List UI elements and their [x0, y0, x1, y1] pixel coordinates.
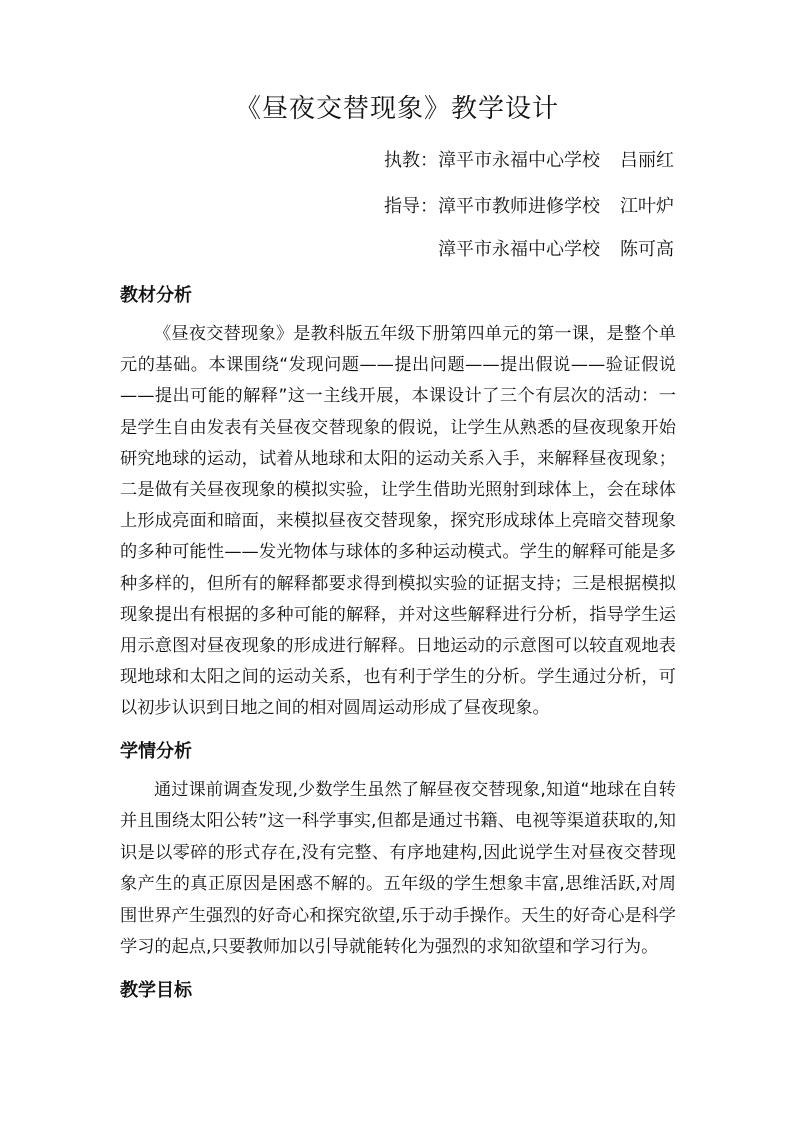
author-line-guide — [384, 192, 674, 218]
author-org: 漳平市教师进修学校 — [438, 196, 600, 217]
author-role: 执教： — [384, 150, 438, 171]
author-name: 吕丽红 — [620, 150, 674, 171]
author-name: 陈可高 — [620, 239, 674, 260]
section-heading-teaching-goals: 教学目标 — [120, 980, 192, 1001]
author-line-guide-2 — [438, 235, 674, 261]
section-heading-student-analysis: 学情分析 — [120, 741, 192, 762]
author-org: 漳平市永福中心学校 — [438, 150, 600, 171]
author-line-teacher — [384, 146, 674, 172]
author-role: 指导： — [384, 196, 438, 217]
section-heading-textbook-analysis: 教材分析 — [120, 285, 192, 306]
author-org: 漳平市永福中心学校 — [438, 239, 600, 260]
author-name: 江叶炉 — [620, 196, 674, 217]
page-title: 《昼夜交替现象》教学设计 — [234, 94, 559, 124]
section-paragraph-textbook-analysis: 《昼夜交替现象》是教科版五年级下册第四单元的第一课，是整个单元的基础。本课围绕“发现问题——提出问题——提出假说——验证假说——提出可能的解释”这一主线开展，本课设计了三个有层次的活动：一是学生自由发表有关昼夜交替现象的假说，让学生从熟悉的昼夜现象开始研究地球的运动，试着从地球和太阳的运动关系入手，来解释昼夜现象；二是做有关昼夜现象的模拟实验，让学生借助光照射到球体上，会在球体上形成亮面和暗面，来模拟昼夜交替现象，探究形成球体上亮暗交替现象的多种可能性——发光物体与球体的多种运动模式。学生的解释可能是多种多样的，但所有的解释都要求得到模拟实验的证据支持；三是根据模拟现象提出有根据的多种可能的解释，并对这些解释进行分析，指导学生运用示意图对昼夜现象的形成进行解释。日地运动的示意图可以较直观地表现地球和太阳之间的运动关系，也有利于学生的分析。学生通过分析，可以初步认识到日地之间的相对圆周运动形成了昼夜现象。 — [120, 324, 676, 719]
section-paragraph-student-analysis: 通过课前调查发现,少数学生虽然了解昼夜交替现象,知道“地球在自转并且围绕太阳公转”这一科学事实,但都是通过书籍、电视等渠道获取的,知识是以零碎的形式存在,没有完整、有序地建构,因此说学生对昼夜交替现象产生的真正原因是困惑不解的。五年级的学生想象丰富,思维活跃,对周围世界产生强烈的好奇心和探究欲望,乐于动手操作。天生的好奇心是科学学习的起点,只要教师加以引导就能转化为强烈的求知欲望和学习行为。 — [120, 780, 676, 958]
